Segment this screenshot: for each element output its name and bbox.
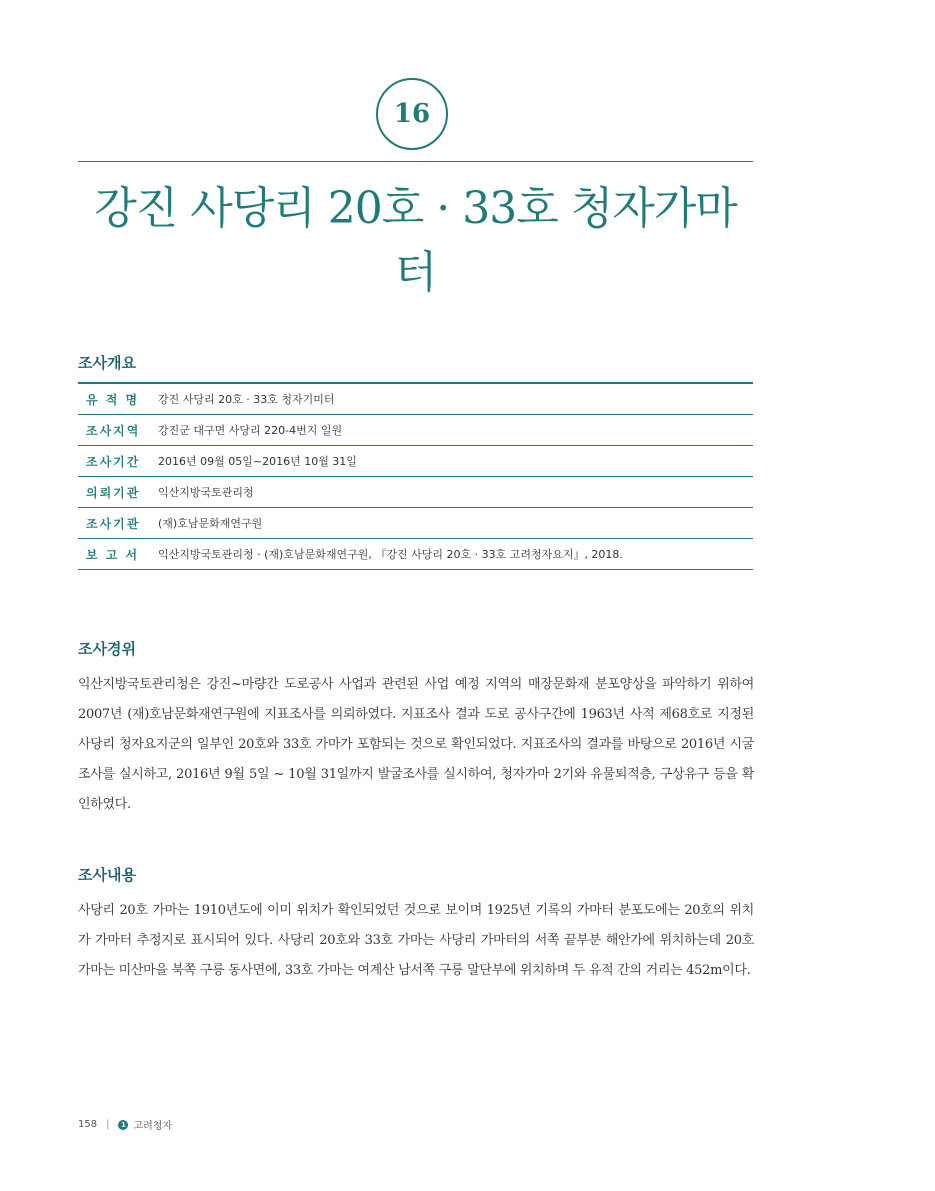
- row-value: 익산지방국토관리청: [156, 477, 753, 508]
- table-row: [78, 383, 753, 415]
- row-label: 유 적 명: [78, 383, 156, 415]
- top-divider: [78, 161, 753, 162]
- table-row: [78, 508, 753, 539]
- chapter-number-badge: 16: [376, 78, 448, 150]
- table-row: [78, 477, 753, 508]
- row-label: 조사기간: [78, 446, 156, 477]
- row-value: 2016년 09월 05일~2016년 10월 31일: [156, 446, 753, 477]
- row-label: 보 고 서: [78, 539, 156, 570]
- section-number-icon: 1: [118, 1120, 128, 1130]
- row-value: (재)호남문화재연구원: [156, 508, 753, 539]
- row-value: 강진 사당리 20호 · 33호 청자기미터: [156, 383, 753, 415]
- page-footer: [78, 1117, 172, 1132]
- table-row: [78, 446, 753, 477]
- page-title: 강진 사당리 20호 · 33호 청자가마터: [94, 183, 737, 298]
- row-value: 익산지방국토관리청 · (재)호남문화재연구원, 『강진 사당리 20호 · 33호 고려청자요지』, 2018.: [156, 539, 753, 570]
- footer-section-name: 고려청자: [133, 1121, 173, 1132]
- background-heading: 조사경위: [78, 640, 136, 658]
- content-paragraph: 사당리 20호 가마는 1910년도에 이미 위치가 확인되었던 것으로 보이며 1925년 기록의 가마터 분포도에는 20호의 위치가 가마터 추정지로 표시되어 있다. 사당리 20호와 33호 가마는 사당리 가마터의 서쪽 끝부분 해안가에 위치하는데 20호 가마는 미산마을 북쪽 구릉 동사면에, 33호 가마는 여계산 남서쪽 구릉 말단부에 위치하며 두 유적 간의 거리는 452m이다.: [78, 903, 754, 978]
- footer-separator: |: [106, 1119, 110, 1130]
- row-label: 의뢰기관: [78, 477, 156, 508]
- content-heading: 조사내용: [78, 866, 136, 884]
- row-label: 조사기관: [78, 508, 156, 539]
- table-row: [78, 415, 753, 446]
- row-label: 조사지역: [78, 415, 156, 446]
- background-paragraph: 익산지방국토관리청은 강진~마량간 도로공사 사업과 관련된 사업 예정 지역의 매장문화재 분포양상을 파악하기 위하여 2007년 (재)호남문화재연구원에 지표조사를 의뢰하였다. 지표조사 결과 도로 공사구간에 1963년 사적 제68호로 지정된 사당리 청자요지군의 일부인 20호와 33호 가마가 포함되는 것으로 확인되었다. 지표조사의 결과를 바탕으로 2016년 시굴조사를 실시하고, 2016년 9월 5일 ~ 10월 31일까지 발굴조사를 실시하여, 청자가마 2기와 유물퇴적층, 구상유구 등을 확인하였다.: [78, 677, 754, 812]
- row-value: 강진군 대구면 사당리 220-4번지 일원: [156, 415, 753, 446]
- table-row: [78, 539, 753, 570]
- overview-heading: 조사개요: [78, 354, 136, 372]
- page-number: 158: [78, 1119, 98, 1130]
- overview-table: [78, 382, 753, 570]
